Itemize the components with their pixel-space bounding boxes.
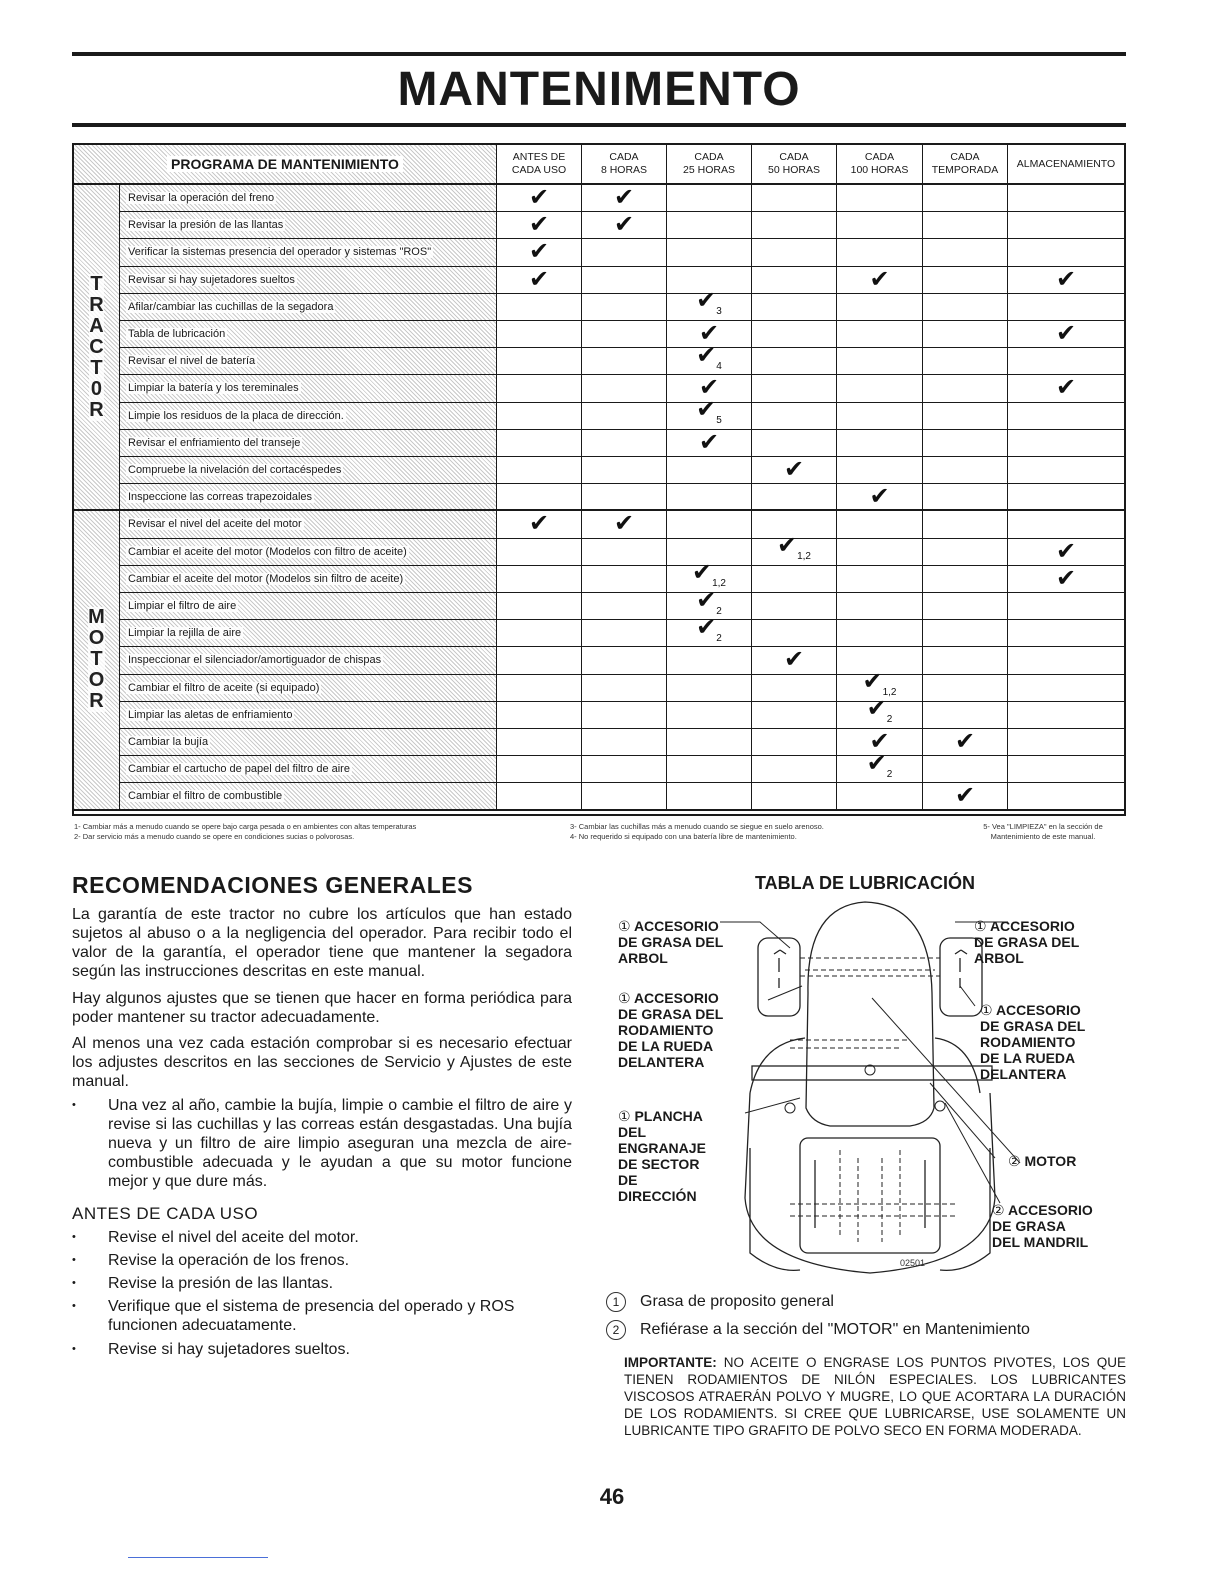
schedule-cell (1007, 511, 1124, 538)
schedule-cell (922, 212, 1007, 239)
task-cell (120, 539, 496, 566)
schedule-cell (922, 430, 1007, 457)
check-mark: ✔ (954, 781, 976, 809)
schedule-cell (1007, 403, 1124, 430)
schedule-cell (836, 620, 922, 647)
schedule-cell (751, 185, 836, 212)
schedule-cell (496, 403, 581, 430)
task-cell (120, 756, 496, 783)
schedule-cell (496, 348, 581, 375)
interval-header: ALMACENAMIENTO (1007, 145, 1124, 185)
schedule-cell (666, 396, 751, 430)
check-mark: ✔ (869, 728, 890, 756)
schedule-cell (496, 430, 581, 457)
check-mark: ✔ (869, 482, 890, 510)
schedule-cell (1007, 267, 1124, 294)
schedule-cell (751, 675, 836, 702)
schedule-cell (666, 613, 751, 647)
schedule-cell (1007, 756, 1124, 783)
schedule-cell (581, 566, 666, 593)
schedule-cell (1007, 593, 1124, 620)
schedule-cell (496, 457, 581, 484)
schedule-cell (751, 532, 836, 566)
task-label: Inspeccionar el silenciador/amortiguador de chispas (128, 654, 382, 667)
check-mark: $✔_4$ (696, 341, 722, 372)
task-cell (120, 566, 496, 593)
task-cell (120, 294, 496, 321)
check-mark: ✔ (613, 211, 635, 239)
schedule-cell (922, 348, 1007, 375)
schedule-cell (922, 239, 1007, 266)
schedule-cell (751, 783, 836, 810)
schedule-cell (751, 702, 836, 729)
check-mark: $✔_2$ (696, 613, 722, 644)
schedule-cell (751, 294, 836, 321)
schedule-cell (751, 403, 836, 430)
schedule-cell (581, 783, 666, 810)
schedule-cell (1007, 375, 1124, 402)
before-use-text: Verifique que el sistema de presencia del operado y ROS funcionen adecuatamente. (108, 1298, 515, 1334)
schedule-cell (1007, 185, 1124, 212)
schedule-cell (1007, 675, 1124, 702)
task-cell (120, 239, 496, 266)
schedule-cell (496, 539, 581, 566)
schedule-cell (1007, 239, 1124, 266)
task-label: Tabla de lubricación (128, 328, 226, 341)
interval-header: CADA 50 HORAS (751, 145, 836, 185)
check-mark: ✔ (528, 238, 550, 266)
interval-header: ANTES DE CADA USO (496, 145, 581, 185)
schedule-cell (581, 239, 666, 266)
task-cell (120, 675, 496, 702)
schedule-cell (1007, 294, 1124, 321)
schedule-cell (751, 457, 836, 484)
schedule-cell (751, 593, 836, 620)
schedule-cell (1007, 702, 1124, 729)
schedule-cell (922, 511, 1007, 538)
bullet-dot: • (72, 1300, 76, 1312)
task-label: Compruebe la nivelación del cortacéspedes (128, 464, 342, 477)
task-cell (120, 593, 496, 620)
label-spindle-grease: ② ACCESORIO DE GRASA DEL MANDRIL (992, 1202, 1093, 1250)
check-mark: ✔ (528, 211, 550, 239)
task-cell (120, 511, 496, 538)
schedule-cell (666, 341, 751, 375)
task-cell (120, 185, 496, 212)
before-use-item (72, 1340, 572, 1359)
schedule-cell (751, 756, 836, 783)
task-label: Limpiar la rejilla de aire (128, 627, 242, 640)
schedule-cell (836, 457, 922, 484)
check-mark: ✔ (528, 265, 550, 293)
schedule-cell (496, 321, 581, 348)
schedule-cell (581, 511, 666, 538)
schedule-cell (496, 484, 581, 511)
schedule-cell (1007, 212, 1124, 239)
schedule-cell (581, 702, 666, 729)
schedule-cell (666, 212, 751, 239)
schedule-cell (666, 756, 751, 783)
schedule-cell (496, 593, 581, 620)
check-mark: ✔ (783, 646, 805, 674)
task-cell (120, 647, 496, 674)
title-rule (72, 123, 1126, 127)
schedule-cell (836, 185, 922, 212)
schedule-cell (836, 593, 922, 620)
task-label: Revisar la operación del freno (128, 192, 275, 205)
check-mark: $✔_{1,2}$ (862, 668, 897, 699)
label-motor: ② MOTOR (1008, 1153, 1077, 1169)
schedule-cell (836, 294, 922, 321)
page-number: 46 (599, 1484, 625, 1509)
top-rule (72, 52, 1126, 56)
check-mark: ✔ (954, 728, 976, 756)
schedule-cell (581, 457, 666, 484)
task-cell (120, 620, 496, 647)
schedule-cell (666, 484, 751, 511)
schedule-cell (922, 647, 1007, 674)
task-cell (120, 430, 496, 457)
before-use-text: Revise la operación de los frenos. (108, 1252, 350, 1269)
schedule-cell (1007, 566, 1124, 593)
interval-header: CADA TEMPORADA (922, 145, 1007, 185)
task-label: Cambiar el cartucho de papel del filtro de aire (128, 763, 350, 776)
task-label: Cambiar el aceite del motor (Modelos sin filtro de aceite) (128, 572, 404, 585)
label-shaft-grease-right: ① ACCESORIO DE GRASA DEL ARBOL (974, 918, 1080, 966)
schedule-cell (836, 749, 922, 783)
schedule-cell (581, 348, 666, 375)
task-label: Cambiar el filtro de combustible (128, 789, 283, 802)
maintenance-schedule-table (72, 143, 1126, 816)
bullet-dot: • (72, 1254, 76, 1266)
schedule-cell (666, 185, 751, 212)
check-mark: ✔ (1055, 564, 1077, 592)
schedule-cell (496, 729, 581, 756)
check-mark: ✔ (698, 428, 720, 456)
schedule-cell (666, 430, 751, 457)
task-label: Revisar el nivel del aceite del motor (128, 518, 302, 531)
schedule-cell (581, 430, 666, 457)
recommendation-bullet-text: Una vez al año, cambie la bujía, limpie o cambie el filtro de aire y revise si las cuchillas y las correas están desgastadas. Una bujía nueva y un filtro de aire limpio aseguran una mezcla de aire-combustible adecuada y le ayudan a que su motor funcione mejor y que dure más. (108, 1097, 572, 1190)
schedule-cell (922, 620, 1007, 647)
bottom-link-line (128, 1557, 268, 1558)
check-mark: ✔ (1055, 374, 1077, 402)
before-use-text: Revise la presión de las llantas. (108, 1275, 334, 1292)
schedule-cell (496, 647, 581, 674)
schedule-cell (922, 593, 1007, 620)
schedule-cell (666, 457, 751, 484)
task-cell (120, 729, 496, 756)
schedule-cell (666, 239, 751, 266)
legend-number-2: 2 (606, 1320, 626, 1340)
footnotes-col-3: 5- Vea "LIMPIEZA" en la sección de Mantenimiento de este manual. (983, 822, 1103, 841)
before-use-text: Revise si hay sujetadores sueltos. (108, 1341, 350, 1358)
task-label: Limpiar las aletas de enfriamiento (128, 708, 293, 721)
task-label: Verificar la sistemas presencia del operador y sistemas "ROS" (128, 246, 432, 259)
bullet-dot: • (72, 1231, 76, 1243)
schedule-cell (1007, 647, 1124, 674)
schedule-cell (1007, 620, 1124, 647)
schedule-cell (1007, 348, 1124, 375)
schedule-cell (836, 695, 922, 729)
schedule-cell (751, 620, 836, 647)
task-label: Cambiar la bujía (128, 736, 209, 749)
check-mark: ✔ (613, 510, 635, 538)
group-letters: M O T O R (88, 606, 105, 713)
footnotes-col-2: 3- Cambiar las cuchillas más a menudo cuando se siegue en suelo arenoso. 4- No requerido si equipado con una batería libre de mantenimiento. (570, 822, 824, 841)
check-mark: ✔ (698, 320, 720, 348)
before-use-item (72, 1228, 572, 1247)
task-cell (120, 375, 496, 402)
schedule-cell (666, 647, 751, 674)
check-mark: ✔ (783, 456, 805, 484)
schedule-cell (581, 212, 666, 239)
schedule-cell (496, 566, 581, 593)
check-mark: $✔_{1,2}$ (691, 559, 726, 590)
schedule-cell (751, 348, 836, 375)
recommendations-paragraph-3: Al menos una vez cada estación comprobar si es necesario efectuar los adjustes descritos en las secciones de Servicio y Ajustes de este manual. (72, 1035, 572, 1090)
recommendations-paragraph-1: La garantía de este tractor no cubre los artículos que han estado sujetos al abuso o a la negligencia del operador. Para recibir todo el valor de la garantía, el operador tiene que mantener la segadora según las instrucciones descritas en este manual. (72, 906, 572, 980)
recommendations-heading: RECOMENDACIONES GENERALES (72, 872, 473, 898)
schedule-cell (922, 484, 1007, 511)
task-label: Cambiar el aceite del motor (Modelos con filtro de aceite) (128, 545, 407, 558)
schedule-cell (836, 403, 922, 430)
recommendation-bullet (72, 1096, 572, 1191)
schedule-cell (581, 267, 666, 294)
task-cell (120, 403, 496, 430)
schedule-cell (751, 484, 836, 511)
schedule-cell (666, 675, 751, 702)
schedule-cell (836, 783, 922, 810)
schedule-cell (581, 185, 666, 212)
schedule-cell (922, 457, 1007, 484)
schedule-cell (922, 185, 1007, 212)
schedule-cell (922, 403, 1007, 430)
schedule-cell (836, 348, 922, 375)
schedule-cell (1007, 729, 1124, 756)
task-label: Revisar la presión de las llantas (128, 219, 284, 232)
check-mark: $✔_{1,2}$ (776, 532, 811, 563)
task-label: Limpiar la batería y los tereminales (128, 382, 299, 395)
task-cell (120, 783, 496, 810)
label-shaft-grease-left: ① ACCESORIO DE GRASA DEL ARBOL (618, 918, 724, 966)
footnotes-col-1: 1- Cambiar más a menudo cuando se opere bajo carga pesada o en ambientes con altas temperaturas 2- Dar servicio más a menudo cuando se opere en condiciones sucias o polvorosas. (74, 822, 417, 841)
recommendations-paragraph-2: Hay algunos ajustes que se tienen que hacer en forma periódica para poder mantener su tractor adecuadamente. (72, 990, 572, 1026)
schedule-cell (922, 756, 1007, 783)
schedule-cell (922, 783, 1007, 810)
schedule-cell (836, 239, 922, 266)
task-cell (120, 267, 496, 294)
schedule-cell (1007, 430, 1124, 457)
schedule-cell (496, 375, 581, 402)
legend-number-1: 1 (606, 1292, 626, 1312)
check-mark: ✔ (528, 510, 550, 538)
check-mark: $✔_2$ (866, 695, 893, 726)
schedule-cell (751, 321, 836, 348)
task-cell (120, 457, 496, 484)
schedule-cell (581, 403, 666, 430)
schedule-cell (922, 375, 1007, 402)
label-steering-gear-plate: ① PLANCHA DEL ENGRANAJE DE SECTOR DE DIRECCIÓN (618, 1108, 706, 1204)
task-cell (120, 484, 496, 511)
schedule-cell (836, 267, 922, 294)
schedule-cell (581, 375, 666, 402)
schedule-cell (836, 484, 922, 511)
schedule-cell (836, 430, 922, 457)
schedule-cell (922, 566, 1007, 593)
schedule-header-label: PROGRAMA DE MANTENIMIENTO (167, 156, 403, 172)
check-mark: $✔_2$ (696, 586, 722, 617)
schedule-cell (751, 375, 836, 402)
schedule-cell (581, 484, 666, 511)
figure-code: 02501 (900, 1258, 926, 1268)
task-label: Limpie los residuos de la placa de dirección. (128, 409, 344, 422)
schedule-cell (1007, 457, 1124, 484)
schedule-cell (751, 239, 836, 266)
check-mark: ✔ (528, 184, 550, 212)
task-cell (120, 212, 496, 239)
task-label: Afilar/cambiar las cuchillas de la segadora (128, 300, 334, 313)
schedule-header (74, 145, 496, 185)
schedule-cell (922, 702, 1007, 729)
task-cell (120, 702, 496, 729)
page-title: MANTENIMENTO (397, 63, 801, 116)
schedule-cell (922, 294, 1007, 321)
task-label: Limpiar el filtro de aire (128, 600, 237, 613)
schedule-cell (666, 729, 751, 756)
schedule-cell (581, 729, 666, 756)
schedule-cell (836, 539, 922, 566)
schedule-cell (581, 756, 666, 783)
before-use-text: Revise el nivel del aceite del motor. (108, 1229, 359, 1246)
schedule-cell (751, 212, 836, 239)
before-use-item (72, 1251, 572, 1270)
check-mark: ✔ (613, 184, 635, 212)
schedule-cell (581, 321, 666, 348)
schedule-cell (496, 756, 581, 783)
check-mark: ✔ (1055, 537, 1077, 565)
schedule-cell (922, 729, 1007, 756)
schedule-cell (836, 321, 922, 348)
before-use-item (72, 1274, 572, 1293)
schedule-cell (836, 375, 922, 402)
schedule-cell (836, 212, 922, 239)
schedule-cell (751, 566, 836, 593)
important-notice: IMPORTANTE: NO ACEITE O ENGRASE LOS PUNTOS PIVOTES, LOS QUE TIENEN RODAMIENTOS DE NILÓN ESPECIALES. LOS LUBRICANTES VISCOSOS ATRAERÁN POLVO Y MUGRE, LO QUE ACORTARA LA DURACIÓN DE LOS RODAMIENTS. SI CREE QUE LUBRICARSE, USE SOLAMENTE UN LUBRICANTE TIPO GRAFITO DE POLVO SECO EN FORMA MODERADA. (624, 1355, 1126, 1438)
schedule-cell (496, 212, 581, 239)
schedule-cell (581, 539, 666, 566)
task-label: Revisar si hay sujetadores sueltos (128, 273, 295, 286)
bullet-dot: • (72, 1343, 76, 1355)
lubrication-diagram (600, 898, 1130, 1288)
schedule-cell (922, 267, 1007, 294)
group-label (74, 185, 120, 511)
bullet-dot: • (72, 1099, 76, 1111)
schedule-cell (496, 675, 581, 702)
check-mark: $✔_3$ (696, 287, 722, 318)
check-mark: ✔ (698, 374, 720, 402)
before-use-heading: ANTES DE CADA USO (72, 1204, 259, 1223)
check-mark: $✔_5$ (696, 396, 722, 427)
schedule-cell (751, 729, 836, 756)
schedule-cell (1007, 783, 1124, 810)
schedule-cell (1007, 539, 1124, 566)
schedule-cell (1007, 321, 1124, 348)
task-cell (120, 321, 496, 348)
check-mark: ✔ (1055, 265, 1077, 293)
schedule-cell (666, 783, 751, 810)
schedule-cell (1007, 484, 1124, 511)
group-letters: T R A C T 0 R (89, 272, 104, 421)
schedule-cell (922, 675, 1007, 702)
schedule-cell (581, 647, 666, 674)
schedule-cell (666, 702, 751, 729)
label-wheel-bearing-left: ① ACCESORIO DE GRASA DEL RODAMIENTO DE LA RUEDA DELANTERA (618, 990, 724, 1070)
lubrication-title: TABLA DE LUBRICACIÓN (755, 873, 975, 893)
schedule-cell (751, 267, 836, 294)
task-label: Inspeccione las correas trapezoidales (128, 490, 313, 503)
schedule-cell (496, 239, 581, 266)
check-mark: $✔_2$ (866, 749, 893, 780)
task-label: Revisar el enfriamiento del transeje (128, 436, 301, 449)
legend-general-grease: 1 Grasa de proposito general (606, 1292, 834, 1312)
schedule-cell (496, 702, 581, 729)
check-mark: ✔ (869, 265, 890, 293)
schedule-cell (836, 566, 922, 593)
schedule-cell (836, 511, 922, 538)
interval-header: CADA 100 HORAS (836, 145, 922, 185)
label-wheel-bearing-right: ① ACCESORIO DE GRASA DEL RODAMIENTO DE LA RUEDA DELANTERA (980, 1002, 1086, 1082)
schedule-cell (581, 675, 666, 702)
legend-motor-reference: 2 Refiérase a la sección del "MOTOR" en Mantenimiento (606, 1320, 1030, 1340)
schedule-cell (922, 539, 1007, 566)
schedule-cell (666, 511, 751, 538)
schedule-cell (922, 321, 1007, 348)
before-use-item (72, 1297, 572, 1335)
task-label: Revisar el nivel de batería (128, 355, 256, 368)
schedule-cell (581, 620, 666, 647)
bullet-dot: • (72, 1277, 76, 1289)
check-mark: ✔ (1055, 320, 1077, 348)
schedule-cell (751, 430, 836, 457)
interval-header: CADA 8 HORAS (581, 145, 666, 185)
schedule-cell (751, 647, 836, 674)
group-label (74, 511, 120, 810)
schedule-cell (666, 287, 751, 321)
schedule-cell (581, 294, 666, 321)
task-label: Cambiar el filtro de aceite (si equipado) (128, 681, 320, 694)
task-cell (120, 348, 496, 375)
schedule-cell (496, 185, 581, 212)
interval-header: CADA 25 HORAS (666, 145, 751, 185)
schedule-cell (496, 267, 581, 294)
schedule-cell (496, 783, 581, 810)
schedule-cell (496, 511, 581, 538)
schedule-cell (581, 593, 666, 620)
schedule-cell (496, 294, 581, 321)
schedule-cell (496, 620, 581, 647)
